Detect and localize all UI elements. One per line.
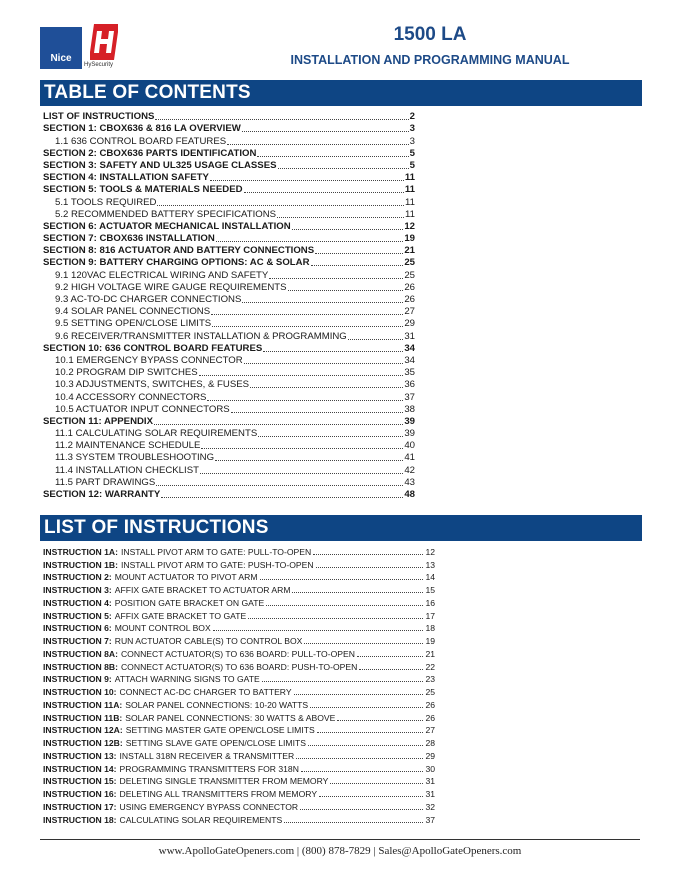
toc-leader <box>231 412 404 413</box>
toc-leader <box>161 497 403 498</box>
toc-entry-label: 5.1 TOOLS REQUIRED <box>55 196 157 208</box>
toc-entry-page: 43 <box>404 476 415 488</box>
toc-entry-label: 11.2 MAINTENANCE SCHEDULE <box>55 440 201 452</box>
toc-entry-page: 26 <box>404 294 415 305</box>
toc-entry-page: 5 <box>409 159 415 171</box>
toc-entry-page: 38 <box>404 403 415 415</box>
instruction-leader <box>292 592 423 593</box>
toc-entry[interactable] <box>43 391 415 403</box>
toc-entry-page: 11 <box>405 196 415 208</box>
toc-leader <box>348 339 404 340</box>
toc-leader <box>277 217 404 218</box>
instruction-entry[interactable] <box>43 698 435 711</box>
instruction-leader <box>319 796 423 797</box>
instruction-leader <box>317 732 424 733</box>
toc-entry-page: 31 <box>404 330 415 342</box>
instruction-number: INSTRUCTION 17: <box>43 801 117 812</box>
toc-heading: TABLE OF CONTENTS <box>40 80 642 106</box>
instruction-leader <box>260 579 424 580</box>
toc-entry-page: 25 <box>404 257 415 269</box>
instruction-label: SOLAR PANEL CONNECTIONS: 10-20 WATTS <box>125 699 309 710</box>
toc-leader <box>263 351 403 352</box>
toc-entry[interactable] <box>43 245 415 257</box>
toc-entry[interactable] <box>43 269 415 281</box>
toc-entry-label: 5.2 RECOMMENDED BATTERY SPECIFICATIONS <box>55 208 277 220</box>
toc-entry-label: SECTION 8: 816 ACTUATOR AND BATTERY CONNECTIONS <box>43 245 315 257</box>
toc-entry-page: 21 <box>404 245 415 257</box>
hysecurity-logo-text: HySecurity <box>84 62 114 68</box>
instruction-page: 28 <box>425 738 435 748</box>
toc-leader <box>199 375 404 376</box>
toc-entry-label: 9.1 120VAC ELECTRICAL WIRING AND SAFETY <box>55 269 269 281</box>
instruction-page: 31 <box>425 789 435 799</box>
instruction-label: USING EMERGENCY BYPASS CONNECTOR <box>119 801 299 812</box>
page-header <box>0 0 680 78</box>
toc-leader <box>244 363 404 364</box>
toc-leader <box>257 156 408 157</box>
instruction-page: 17 <box>425 610 435 621</box>
instruction-number: INSTRUCTION 18: <box>43 814 117 825</box>
toc-entry-label: SECTION 5: TOOLS & MATERIALS NEEDED <box>43 184 243 196</box>
toc-entry-label: 11.4 INSTALLATION CHECKLIST <box>55 464 199 476</box>
instruction-page: 26 <box>425 699 435 710</box>
instruction-label: SOLAR PANEL CONNECTIONS: 30 WATTS & ABOVE <box>125 712 336 723</box>
instruction-page: 22 <box>425 661 435 672</box>
instruction-page: 23 <box>425 674 435 685</box>
instruction-leader <box>300 809 423 810</box>
instruction-entry[interactable] <box>43 685 435 698</box>
toc-entry-page: 5 <box>409 147 415 159</box>
toc-leader <box>244 192 404 193</box>
toc-leader <box>250 387 403 388</box>
toc-entry-label: SECTION 3: SAFETY AND UL325 USAGE CLASSES <box>43 159 277 171</box>
toc-entry[interactable] <box>43 428 415 440</box>
toc-entry[interactable] <box>43 221 415 233</box>
toc-leader <box>242 131 409 132</box>
instruction-number: INSTRUCTION 12B: <box>43 738 123 748</box>
instruction-label: PROGRAMMING TRANSMITTERS FOR 318N <box>119 763 299 774</box>
instruction-entry[interactable] <box>43 749 435 762</box>
instructions-list <box>43 545 435 826</box>
instruction-number: INSTRUCTION 10: <box>43 687 117 697</box>
toc-leader <box>311 265 404 266</box>
toc-entry[interactable] <box>43 416 415 428</box>
instruction-page: 16 <box>425 597 435 608</box>
instruction-label: AFFIX GATE BRACKET TO ACTUATOR ARM <box>114 585 291 595</box>
toc-entry-page: 11 <box>404 172 415 184</box>
toc-leader <box>292 229 404 230</box>
toc-entry[interactable] <box>43 148 415 160</box>
toc-leader <box>207 400 403 401</box>
toc-leader <box>288 290 404 291</box>
instruction-label: AFFIX GATE BRACKET TO GATE <box>114 610 247 621</box>
toc-entry-label: SECTION 10: 636 CONTROL BOARD FEATURES <box>43 342 263 354</box>
manual-title: 1500 LA <box>393 24 467 45</box>
toc-entry[interactable] <box>43 440 415 452</box>
toc-entry[interactable] <box>43 379 415 391</box>
toc-entry[interactable] <box>43 355 415 367</box>
instruction-number: INSTRUCTION 12A: <box>43 725 123 736</box>
instruction-label: CONNECT AC-DC CHARGER TO BATTERY <box>119 687 292 697</box>
toc-leader <box>227 144 409 145</box>
toc-leader <box>215 460 403 461</box>
instruction-label: CONNECT ACTUATOR(S) TO 636 BOARD: PUSH-TO-OPEN <box>120 661 358 672</box>
toc-entry-page: 26 <box>404 281 415 293</box>
instruction-page: 14 <box>425 572 435 583</box>
instruction-leader <box>313 554 423 555</box>
instruction-label: SETTING SLAVE GATE OPEN/CLOSE LIMITS <box>125 738 306 748</box>
toc-entry[interactable] <box>43 111 415 123</box>
toc-list <box>43 111 415 501</box>
instruction-page: 26 <box>425 712 435 723</box>
instruction-entry[interactable] <box>43 571 435 584</box>
instruction-page: 27 <box>425 725 435 736</box>
toc-entry-page: 41 <box>404 452 415 464</box>
toc-entry[interactable] <box>43 294 415 306</box>
toc-entry-page: 19 <box>404 233 415 245</box>
instruction-label: MOUNT CONTROL BOX <box>114 623 211 634</box>
toc-entry-page: 48 <box>404 489 415 500</box>
toc-entry-page: 11 <box>404 184 415 196</box>
toc-entry-page: 39 <box>404 415 415 427</box>
footer-contact: www.ApolloGateOpeners.com | (800) 878-7829 | Sales@ApolloGateOpeners.com <box>158 845 522 857</box>
instruction-page: 19 <box>425 636 435 646</box>
toc-leader <box>211 314 403 315</box>
toc-entry-label: SECTION 12: WARRANTY <box>43 489 161 500</box>
instruction-entry[interactable] <box>43 558 435 571</box>
instruction-number: INSTRUCTION 11B: <box>43 712 123 723</box>
instruction-label: MOUNT ACTUATOR TO PIVOT ARM <box>114 572 258 583</box>
toc-entry-label: SECTION 2: CBOX636 PARTS IDENTIFICATION <box>43 147 257 159</box>
toc-entry[interactable] <box>43 452 415 464</box>
instruction-leader <box>357 656 423 657</box>
instruction-label: RUN ACTUATOR CABLE(S) TO CONTROL BOX <box>114 636 303 646</box>
toc-entry-page: 39 <box>404 428 415 440</box>
toc-entry-page: 34 <box>404 342 415 354</box>
toc-entry-label: 9.4 SOLAR PANEL CONNECTIONS <box>55 306 211 318</box>
instruction-entry[interactable] <box>43 787 435 800</box>
toc-leader <box>269 278 403 279</box>
manual-subtitle: INSTALLATION AND PROGRAMMING MANUAL <box>290 53 570 67</box>
toc-entry[interactable] <box>43 489 415 501</box>
toc-entry-page: 37 <box>404 391 415 403</box>
toc-entry-label: 11.1 CALCULATING SOLAR REQUIREMENTS <box>55 428 258 440</box>
toc-leader <box>278 168 409 169</box>
instruction-label: POSITION GATE BRACKET ON GATE <box>114 597 265 608</box>
toc-entry[interactable] <box>43 172 415 184</box>
instruction-entry[interactable] <box>43 660 435 673</box>
toc-entry[interactable] <box>43 306 415 318</box>
instruction-leader <box>310 707 423 708</box>
toc-entry-page: 3 <box>409 123 415 135</box>
instruction-leader <box>301 771 424 772</box>
toc-entry-label: 9.6 RECEIVER/TRANSMITTER INSTALLATION & PROGRAMMING <box>55 330 347 342</box>
toc-entry-page: 36 <box>404 379 415 391</box>
instruction-leader <box>308 745 423 746</box>
toc-leader <box>212 326 403 327</box>
nice-logo <box>40 27 82 69</box>
toc-entry-page: 25 <box>404 269 415 281</box>
instruction-leader <box>304 643 423 644</box>
toc-entry-label: SECTION 11: APPENDIX <box>43 415 153 427</box>
instruction-leader <box>337 720 423 721</box>
toc-entry[interactable] <box>43 123 415 135</box>
instruction-entry[interactable] <box>43 762 435 775</box>
toc-entry[interactable] <box>43 209 415 221</box>
instructions-heading: LIST OF INSTRUCTIONS <box>40 515 642 541</box>
toc-entry-label: 10.4 ACCESSORY CONNECTORS <box>55 391 207 403</box>
instruction-leader <box>248 618 423 619</box>
instruction-leader <box>316 567 424 568</box>
hysecurity-logo <box>84 22 124 72</box>
toc-entry-page: 40 <box>404 440 415 452</box>
instruction-number: INSTRUCTION 5: <box>43 610 112 621</box>
toc-entry[interactable] <box>43 330 415 342</box>
toc-entry-page: 27 <box>404 306 415 318</box>
toc-entry[interactable] <box>43 196 415 208</box>
toc-entry[interactable] <box>43 135 415 147</box>
toc-entry-label: SECTION 6: ACTUATOR MECHANICAL INSTALLATION <box>43 220 291 232</box>
toc-entry-page: 3 <box>409 135 415 147</box>
instruction-page: 12 <box>425 546 435 557</box>
toc-entry-label: LIST OF INSTRUCTIONS <box>43 111 155 123</box>
toc-leader <box>201 448 403 449</box>
toc-entry[interactable] <box>43 343 415 355</box>
toc-leader <box>157 205 404 206</box>
instruction-leader <box>284 822 423 823</box>
toc-entry-label: 9.3 AC-TO-DC CHARGER CONNECTIONS <box>55 294 242 305</box>
toc-entry-label: 10.2 PROGRAM DIP SWITCHES <box>55 367 198 379</box>
toc-entry-label: SECTION 9: BATTERY CHARGING OPTIONS: AC & SOLAR <box>43 257 310 269</box>
instruction-entry[interactable] <box>43 647 435 660</box>
hysecurity-emblem-icon <box>84 22 124 62</box>
instruction-leader <box>266 605 423 606</box>
toc-leader <box>154 424 403 425</box>
instruction-page: 31 <box>425 776 435 787</box>
instruction-number: INSTRUCTION 7: <box>43 636 112 646</box>
toc-entry-label: SECTION 4: INSTALLATION SAFETY <box>43 172 209 184</box>
instruction-page: 30 <box>425 763 435 774</box>
instruction-label: INSTALL PIVOT ARM TO GATE: PULL-TO-OPEN <box>120 546 312 557</box>
instruction-leader <box>213 630 424 631</box>
instruction-page: 18 <box>425 623 435 634</box>
toc-leader <box>200 473 403 474</box>
toc-entry[interactable] <box>43 318 415 330</box>
toc-leader <box>242 302 403 303</box>
toc-entry-page: 34 <box>404 354 415 366</box>
toc-entry-label: 10.1 EMERGENCY BYPASS CONNECTOR <box>55 354 243 366</box>
instruction-leader <box>296 758 423 759</box>
instruction-entry[interactable] <box>43 545 435 558</box>
instruction-entry[interactable] <box>43 622 435 635</box>
toc-entry-label: SECTION 1: CBOX636 & 816 LA OVERVIEW <box>43 123 241 135</box>
instruction-entry[interactable] <box>43 711 435 724</box>
toc-entry-label: 11.3 SYSTEM TROUBLESHOOTING <box>55 452 215 464</box>
toc-entry-label: 11.5 PART DRAWINGS <box>55 476 156 488</box>
instruction-entry[interactable] <box>43 775 435 788</box>
toc-entry[interactable] <box>43 477 415 489</box>
toc-entry-label: 1.1 636 CONTROL BOARD FEATURES <box>55 135 227 147</box>
instruction-number: INSTRUCTION 11A: <box>43 699 123 710</box>
instruction-label: INSTALL PIVOT ARM TO GATE: PUSH-TO-OPEN <box>120 559 314 570</box>
toc-entry-page: 12 <box>404 220 415 232</box>
toc-leader <box>210 180 404 181</box>
instruction-number: INSTRUCTION 15: <box>43 776 117 787</box>
instruction-number: INSTRUCTION 1B: <box>43 559 118 570</box>
instruction-entry[interactable] <box>43 609 435 622</box>
toc-entry[interactable] <box>43 282 415 294</box>
instruction-number: INSTRUCTION 9: <box>43 674 112 685</box>
instruction-entry[interactable] <box>43 800 435 813</box>
instruction-page: 21 <box>425 648 435 659</box>
toc-leader <box>156 485 403 486</box>
instruction-page: 29 <box>425 750 435 761</box>
instruction-entry[interactable] <box>43 673 435 686</box>
instruction-entry[interactable] <box>43 583 435 596</box>
toc-leader <box>216 241 404 242</box>
instruction-label: INSTALL 318N RECEIVER & TRANSMITTER <box>119 750 295 761</box>
instruction-label: DELETING ALL TRANSMITTERS FROM MEMORY <box>119 789 318 799</box>
toc-entry[interactable] <box>43 184 415 196</box>
instruction-label: ATTACH WARNING SIGNS TO GATE <box>114 674 260 685</box>
instruction-number: INSTRUCTION 1A: <box>43 546 118 557</box>
instruction-page: 13 <box>425 559 435 570</box>
instruction-number: INSTRUCTION 2: <box>43 572 112 583</box>
instruction-leader <box>294 694 424 695</box>
toc-entry-page: 2 <box>409 111 415 123</box>
toc-entry-page: 42 <box>404 464 415 476</box>
instruction-label: CONNECT ACTUATOR(S) TO 636 BOARD: PULL-TO-OPEN <box>120 648 355 659</box>
toc-entry-label: 10.5 ACTUATOR INPUT CONNECTORS <box>55 403 230 415</box>
toc-entry-label: 9.5 SETTING OPEN/CLOSE LIMITS <box>55 318 212 330</box>
instruction-number: INSTRUCTION 6: <box>43 623 112 634</box>
instruction-number: INSTRUCTION 14: <box>43 763 117 774</box>
toc-entry-label: 10.3 ADJUSTMENTS, SWITCHES, & FUSES <box>55 379 250 391</box>
instruction-entry[interactable] <box>43 736 435 749</box>
instruction-label: CALCULATING SOLAR REQUIREMENTS <box>119 814 283 825</box>
nice-logo-text: Nice <box>50 53 72 64</box>
instruction-leader <box>330 783 423 784</box>
instruction-page: 37 <box>425 814 435 825</box>
toc-leader <box>155 119 408 120</box>
instruction-number: INSTRUCTION 8B: <box>43 661 118 672</box>
instruction-page: 25 <box>425 687 435 697</box>
toc-entry-page: 11 <box>405 208 415 220</box>
toc-entry[interactable] <box>43 367 415 379</box>
instruction-number: INSTRUCTION 3: <box>43 585 112 595</box>
toc-entry-page: 35 <box>404 367 415 379</box>
instruction-page: 15 <box>425 585 435 595</box>
instruction-page: 32 <box>425 801 435 812</box>
instruction-entry[interactable] <box>43 634 435 647</box>
toc-entry-label: SECTION 7: CBOX636 INSTALLATION <box>43 233 215 245</box>
instruction-number: INSTRUCTION 13: <box>43 750 117 761</box>
toc-entry-page: 29 <box>404 318 415 330</box>
instruction-number: INSTRUCTION 8A: <box>43 648 118 659</box>
toc-leader <box>258 436 403 437</box>
toc-entry[interactable] <box>43 404 415 416</box>
toc-entry-label: 9.2 HIGH VOLTAGE WIRE GAUGE REQUIREMENTS <box>55 281 287 293</box>
toc-entry[interactable] <box>43 233 415 245</box>
instruction-label: DELETING SINGLE TRANSMITTER FROM MEMORY <box>119 776 329 787</box>
instruction-number: INSTRUCTION 4: <box>43 597 112 608</box>
instruction-label: SETTING MASTER GATE OPEN/CLOSE LIMITS <box>125 725 315 736</box>
footer-divider <box>40 839 640 840</box>
toc-entry[interactable] <box>43 464 415 476</box>
instruction-entry[interactable] <box>43 724 435 737</box>
instruction-leader <box>359 669 423 670</box>
toc-entry[interactable] <box>43 257 415 269</box>
instruction-leader <box>262 681 424 682</box>
instruction-entry[interactable] <box>43 596 435 609</box>
instruction-number: INSTRUCTION 16: <box>43 789 117 799</box>
toc-leader <box>315 253 403 254</box>
toc-entry[interactable] <box>43 160 415 172</box>
instruction-entry[interactable] <box>43 813 435 826</box>
